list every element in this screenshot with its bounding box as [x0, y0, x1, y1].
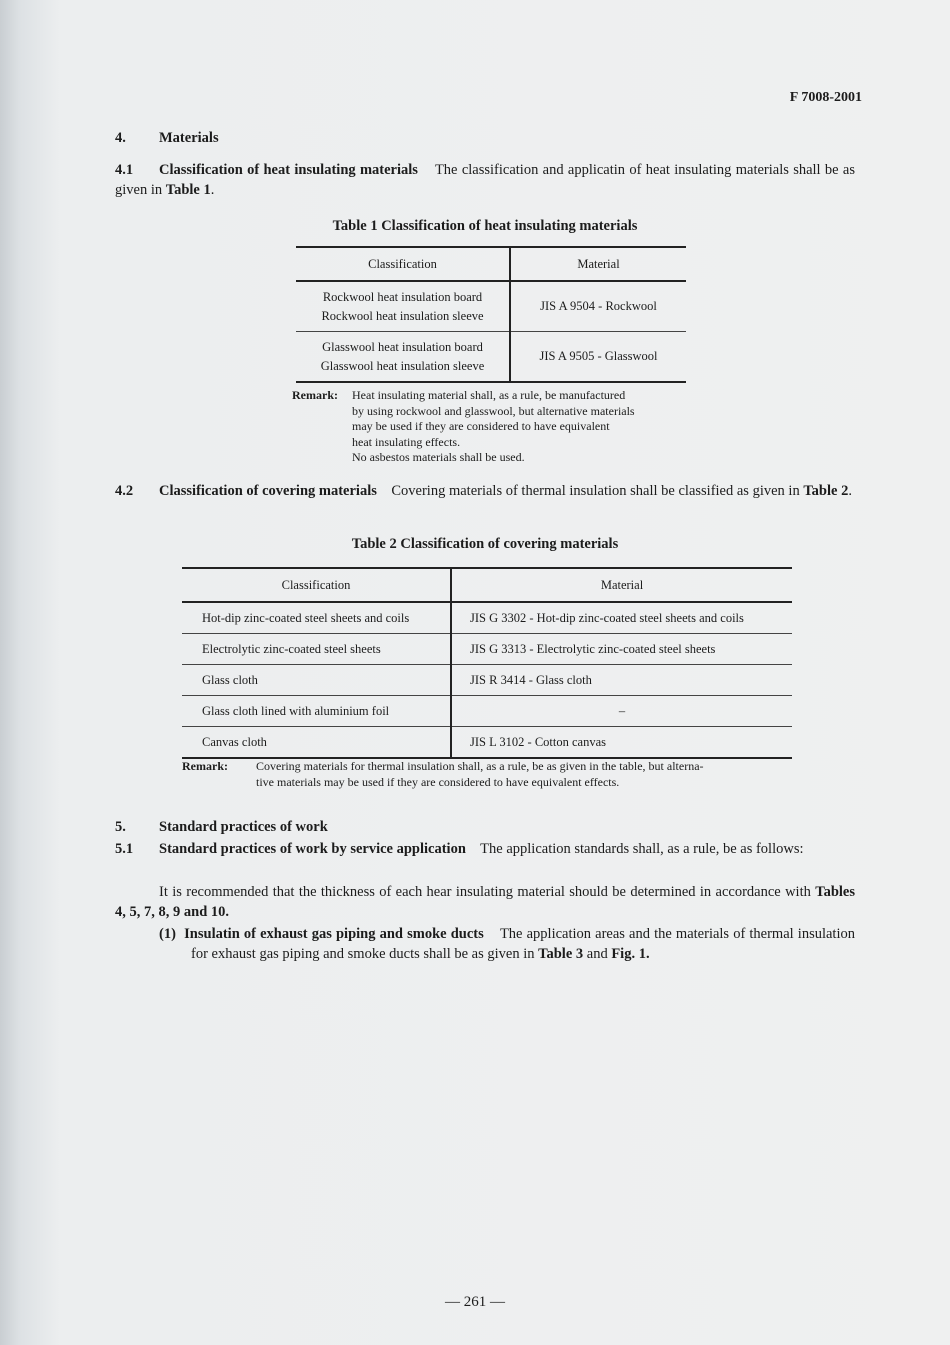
item-1-title: Insulatin of exhaust gas piping and smoke ducts: [184, 926, 484, 942]
table-row: [182, 634, 792, 665]
section-5-1-paragraph: [115, 839, 855, 859]
table-2-classification-cell: Electrolytic zinc-coated steel sheets: [182, 634, 451, 665]
table-2-remark: [182, 759, 802, 790]
table-1-remark: [292, 388, 712, 466]
item-1-number: (1): [159, 926, 176, 942]
table-2-header-material: Material: [451, 568, 792, 602]
section-4-2-period: .: [848, 483, 852, 499]
remark-line: tive materials may be used if they are considered to have equivalent effects.: [256, 774, 620, 789]
table-cell-line: Rockwool heat insulation board: [322, 289, 483, 304]
table-cell-line: Rockwool heat insulation sleeve: [321, 308, 484, 323]
section-5-1-number: 5.1: [115, 841, 134, 857]
table-1-header-row: [296, 247, 686, 281]
tables-reference: Tables 4, 5, 7, 8, 9 and 10.: [115, 884, 855, 920]
page-number: — 261 —: [445, 1294, 505, 1310]
section-5-1-title: Standard practices of work by service application: [159, 841, 466, 857]
table-cell-line: Glasswool heat insulation board: [322, 339, 483, 354]
table-1: [296, 246, 686, 383]
section-4-1-number: 4.1: [115, 162, 134, 178]
section-4-2-text: Covering materials of thermal insulation shall be classified as given in: [391, 483, 800, 499]
table-1-reference: Table 1: [165, 182, 211, 198]
item-1-text: The application areas and the materials of thermal insulation for exhaust gas piping and smoke ducts shall be as given in: [191, 926, 855, 962]
table-row: [296, 281, 686, 332]
remark-line: by using rockwool and glasswool, but alternative materials: [352, 403, 635, 418]
section-4-1-paragraph: [115, 160, 855, 200]
item-1-and: and: [586, 946, 608, 962]
table-1-caption: Table 1 Classification of heat insulating materials: [332, 218, 638, 234]
table-2-material-cell: –: [451, 696, 792, 727]
table-row: [296, 332, 686, 383]
table-2-classification-cell: Hot-dip zinc-coated steel sheets and coils: [182, 602, 451, 634]
section-5-title: Standard practices of work: [159, 819, 328, 835]
recommendation-paragraph: [115, 882, 855, 922]
table-2-classification-cell: Canvas cloth: [182, 727, 451, 759]
section-4-2-number: 4.2: [115, 483, 134, 499]
table-2-header-classification: Classification: [182, 568, 451, 602]
table-row: [182, 602, 792, 634]
table-2-material-cell: JIS L 3102 - Cotton canvas: [451, 727, 792, 759]
remark-line: may be used if they are considered to have equivalent: [352, 419, 610, 433]
section-4-1-text: The classification and applicatin of heat insulating materials shall be as given in: [115, 162, 855, 198]
table-1-row-2-classification: [296, 332, 510, 383]
section-4-1-title: Classification of heat insulating materials: [159, 162, 418, 178]
recommendation-text: It is recommended that the thickness of each hear insulating material should be determined in accordance with: [159, 884, 811, 900]
remark-line: No asbestos materials shall be used.: [352, 450, 525, 464]
table-1-remark-label: Remark:: [292, 388, 338, 402]
table-cell-line: Glasswool heat insulation sleeve: [320, 358, 485, 373]
item-1-paragraph: [159, 924, 855, 964]
table-1-row-2-material: JIS A 9505 - Glasswool: [510, 332, 686, 383]
fig-1-reference: Fig. 1.: [611, 946, 650, 962]
table-1-header-material: Material: [510, 247, 686, 281]
section-5-1-text: The application standards shall, as a rule, be as follows:: [480, 841, 804, 857]
table-2-classification-cell: Glass cloth: [182, 665, 451, 696]
table-1-remark-text: [352, 388, 712, 466]
table-1-row-1-classification: [296, 281, 510, 332]
table-2-material-cell: JIS R 3414 - Glass cloth: [451, 665, 792, 696]
table-2-header-row: [182, 568, 792, 602]
table-1-header-classification: Classification: [296, 247, 510, 281]
section-4-heading: [115, 128, 855, 148]
table-2-classification-cell: Glass cloth lined with aluminium foil: [182, 696, 451, 727]
table-2-reference: Table 2: [803, 483, 849, 499]
section-4-number: 4.: [115, 130, 126, 146]
remark-line: Heat insulating material shall, as a rule, be manufactured: [352, 388, 626, 402]
table-2: [182, 567, 792, 759]
table-2-remark-label: Remark:: [182, 759, 228, 773]
section-4-1-period: .: [210, 182, 215, 198]
section-5-number: 5.: [115, 819, 126, 835]
table-row: [182, 696, 792, 727]
table-1-row-1-material: JIS A 9504 - Rockwool: [510, 281, 686, 332]
document-id: F 7008-2001: [789, 90, 862, 105]
table-2-material-cell: JIS G 3302 - Hot-dip zinc-coated steel sheets and coils: [451, 602, 792, 634]
table-row: [182, 665, 792, 696]
table-row: [182, 727, 792, 759]
table-3-reference: Table 3: [538, 946, 584, 962]
table-2-remark-text: [256, 759, 802, 790]
section-5-heading: [115, 817, 855, 837]
section-4-2-paragraph: [115, 481, 855, 501]
table-2-material-cell: JIS G 3313 - Electrolytic zinc-coated steel sheets: [451, 634, 792, 665]
section-4-title: Materials: [159, 130, 219, 146]
section-4-2-title: Classification of covering materials: [159, 483, 377, 499]
remark-line: Covering materials for thermal insulation shall, as a rule, be as given in the table, but alterna-: [256, 759, 704, 773]
remark-line: heat insulating effects.: [352, 434, 461, 449]
table-2-caption: Table 2 Classification of covering materials: [351, 536, 619, 552]
